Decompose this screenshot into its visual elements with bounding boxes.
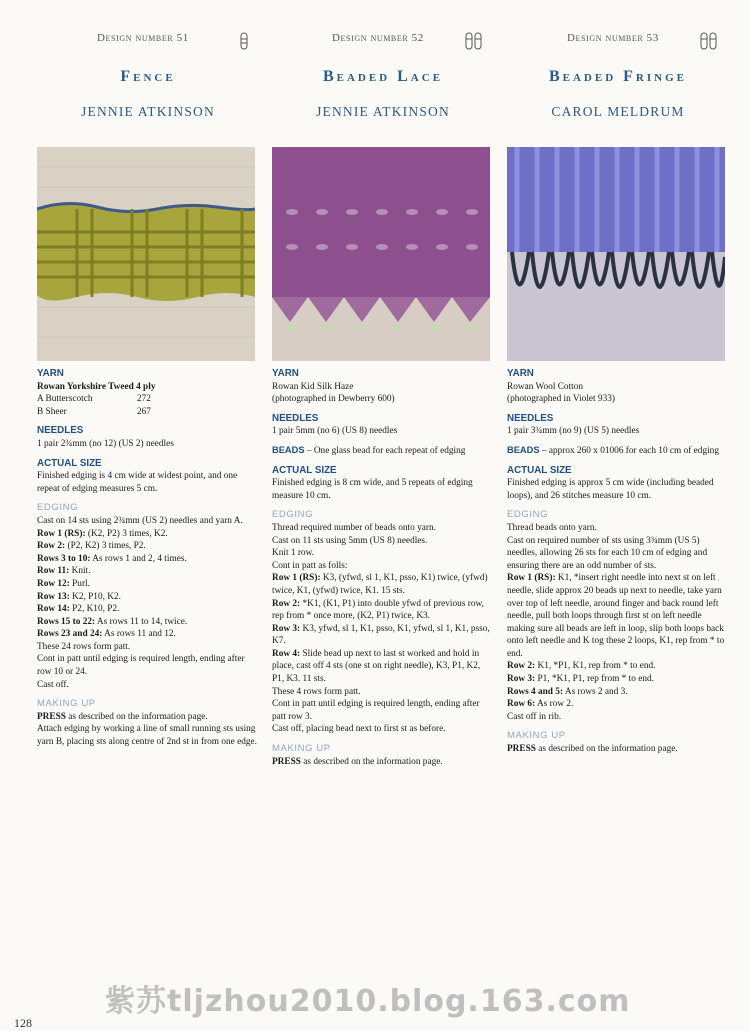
- pattern-photo: [507, 147, 725, 361]
- edging-outro: These 4 rows form patt. Cont in patt until edging is required length, ending after patt row 3. Cast off, placing bead next to first st as before.: [272, 686, 480, 735]
- edging-heading: EDGING: [507, 509, 549, 521]
- yarn-note: (photographed in Violet 933): [507, 394, 615, 405]
- design-header: [37, 30, 259, 52]
- pattern-instructions: [272, 368, 494, 768]
- page-number: 128: [14, 1016, 32, 1030]
- pattern-author: CAROL MELDRUM: [551, 104, 685, 119]
- needles-text: 1 pair 3¾mm (no 9) (US 5) needles: [507, 426, 640, 437]
- row-instruction: Rows 4 and 5: As rows 2 and 3.: [507, 686, 628, 697]
- size-heading: ACTUAL SIZE: [507, 464, 572, 476]
- design-number: Design number 52: [332, 32, 424, 44]
- pattern-instructions: [37, 368, 259, 749]
- making-up-heading: MAKING UP: [37, 698, 96, 710]
- yarn-row: A Butterscotch 272: [37, 394, 151, 405]
- pattern-title: Fence: [120, 68, 176, 85]
- row-instruction: Row 14: P2, K10, P2.: [37, 604, 120, 615]
- press-text: PRESS as described on the information page.: [37, 711, 208, 722]
- yarn-heading: YARN: [507, 368, 534, 379]
- making-up-heading: MAKING UP: [507, 730, 566, 742]
- yarn-name: Rowan Kid Silk Haze: [272, 381, 354, 392]
- yarn-row: B Sheer 267: [37, 406, 151, 417]
- edging-heading: EDGING: [37, 502, 79, 514]
- yarn-heading: YARN: [272, 368, 299, 379]
- needles-heading: NEEDLES: [507, 412, 554, 424]
- yarn-heading: YARN: [37, 368, 64, 379]
- watermark: 紫苏tljzhou2010.blog.163.com: [105, 984, 631, 1019]
- pattern-author: JENNIE ATKINSON: [81, 104, 215, 119]
- design-header: [272, 30, 494, 52]
- size-heading: ACTUAL SIZE: [37, 457, 102, 469]
- yarn-skeins-icon: [462, 30, 494, 52]
- edging-intro: Cast on 14 sts using 2¾mm (US 2) needles and yarn A.: [37, 515, 243, 526]
- design-number: Design number 51: [97, 32, 189, 44]
- yarn-name: Rowan Yorkshire Tweed 4 ply: [37, 381, 156, 392]
- needles-heading: NEEDLES: [37, 425, 84, 437]
- yarn-skein-icon: [237, 30, 259, 52]
- row-instruction: Row 3: K3, yfwd, sl 1, K1, psso, K1, yfwd, sl 1, K1, psso, K7.: [272, 623, 490, 647]
- row-instruction: Row 1 (RS): K1, *insert right needle into next st on left needle, slide approx 20 beads up next to needle, take yarn over top of left needle, around finger and back round left needle, pull both loops through first st on left needle making sure all beads are left in loop, slip both loops back onto left needle and K tog these 2 loops, K1, rep from * to end.: [507, 573, 725, 659]
- row-instruction: Row 1 (RS): K3, (yfwd, sl 1, K1, psso, K1) twice, (yfwd) twice, K1, (yfwd) twice, K1. 15 sts.: [272, 573, 488, 596]
- beads-text: BEADS – One glass bead for each repeat of edging: [272, 444, 466, 456]
- design-number: Design number 53: [567, 32, 659, 44]
- pattern-photo: [272, 147, 490, 361]
- size-text: Finished edging is approx 5 cm wide (including beaded loops), and 26 stitches measure 10 cm.: [507, 478, 714, 501]
- edging-outro: Cast off in rib.: [507, 711, 562, 722]
- row-instruction: Row 2: *K1, (K1, P1) into double yfwd of previous row, rep from * once more, (K2, P1) twice, K3.: [272, 598, 484, 622]
- pattern-title: Beaded Fringe: [548, 68, 687, 85]
- row-instruction: Row 12: Purl.: [37, 578, 90, 589]
- pattern-author: JENNIE ATKINSON: [316, 104, 450, 119]
- needles-heading: NEEDLES: [272, 412, 319, 424]
- size-heading: ACTUAL SIZE: [272, 464, 337, 476]
- pattern-instructions: [507, 368, 729, 756]
- row-instruction: Row 3: P1, *K1, P1, rep from * to end.: [507, 674, 654, 685]
- row-instruction: Row 2: K1, *P1, K1, rep from * to end.: [507, 661, 656, 672]
- beads-text: BEADS – approx 260 x 01006 for each 10 cm of edging: [507, 444, 719, 456]
- making-up-extra: Attach edging by working a line of small running sts using yarn B, placing sts along centre of 2nd st in from one edge.: [37, 724, 257, 748]
- pattern-title: Beaded Lace: [322, 68, 444, 85]
- edging-heading: EDGING: [272, 509, 314, 521]
- yarn-note: (photographed in Dewberry 600): [272, 394, 395, 405]
- row-instruction: Row 6: As row 2.: [507, 699, 574, 710]
- press-text: PRESS as described on the information page.: [507, 744, 678, 755]
- needles-text: 1 pair 5mm (no 6) (US 8) needles: [272, 426, 398, 437]
- edging-intro: Thread required number of beads onto yarn. Cast on 11 sts using 5mm (US 8) needles. Knit 1 row. Cont in patt as folls:: [272, 522, 436, 571]
- size-text: Finished edging is 8 cm wide, and 5 repeats of edging measure 10 cm.: [272, 478, 473, 501]
- press-text: PRESS as described on the information page.: [272, 756, 443, 767]
- row-instruction: Row 11: Knit.: [37, 566, 91, 577]
- size-text: Finished edging is 4 cm wide at widest point, and one repeat of edging measures 5 cm.: [37, 471, 238, 494]
- row-instruction: Rows 15 to 22: As rows 11 to 14, twice.: [37, 616, 188, 627]
- making-up-heading: MAKING UP: [272, 743, 331, 755]
- needles-text: 1 pair 2¾mm (no 12) (US 2) needles: [37, 438, 174, 449]
- design-header: [507, 30, 729, 52]
- row-instruction: Row 13: K2, P10, K2.: [37, 591, 121, 602]
- row-instruction: Rows 23 and 24: As rows 11 and 12.: [37, 629, 176, 640]
- row-instruction: Rows 3 to 10: As rows 1 and 2, 4 times.: [37, 553, 187, 564]
- row-instruction: Row 2: (P2, K2) 3 times, P2.: [37, 541, 146, 552]
- yarn-skeins-icon: [697, 30, 729, 52]
- pattern-photo: [37, 147, 255, 361]
- edging-outro: These 24 rows form patt. Cont in patt until edging is required length, ending after row 10 or 24. Cast off.: [37, 641, 245, 690]
- edging-intro: Thread beads onto yarn. Cast on required number of sts using 3¾mm (US 5) needles, allowing 26 sts for each 10 cm of edging and ensuring there are an odd number of sts.: [507, 522, 708, 571]
- yarn-name: Rowan Wool Cotton: [507, 381, 584, 392]
- row-instruction: Row 4: Slide bead up next to last st worked and hold in place, cast off 4 sts (one st on right needle), K3, P1, K2, P1, K3. 11 sts.: [272, 648, 481, 685]
- row-instruction: Row 1 (RS): (K2, P2) 3 times, K2.: [37, 528, 168, 539]
